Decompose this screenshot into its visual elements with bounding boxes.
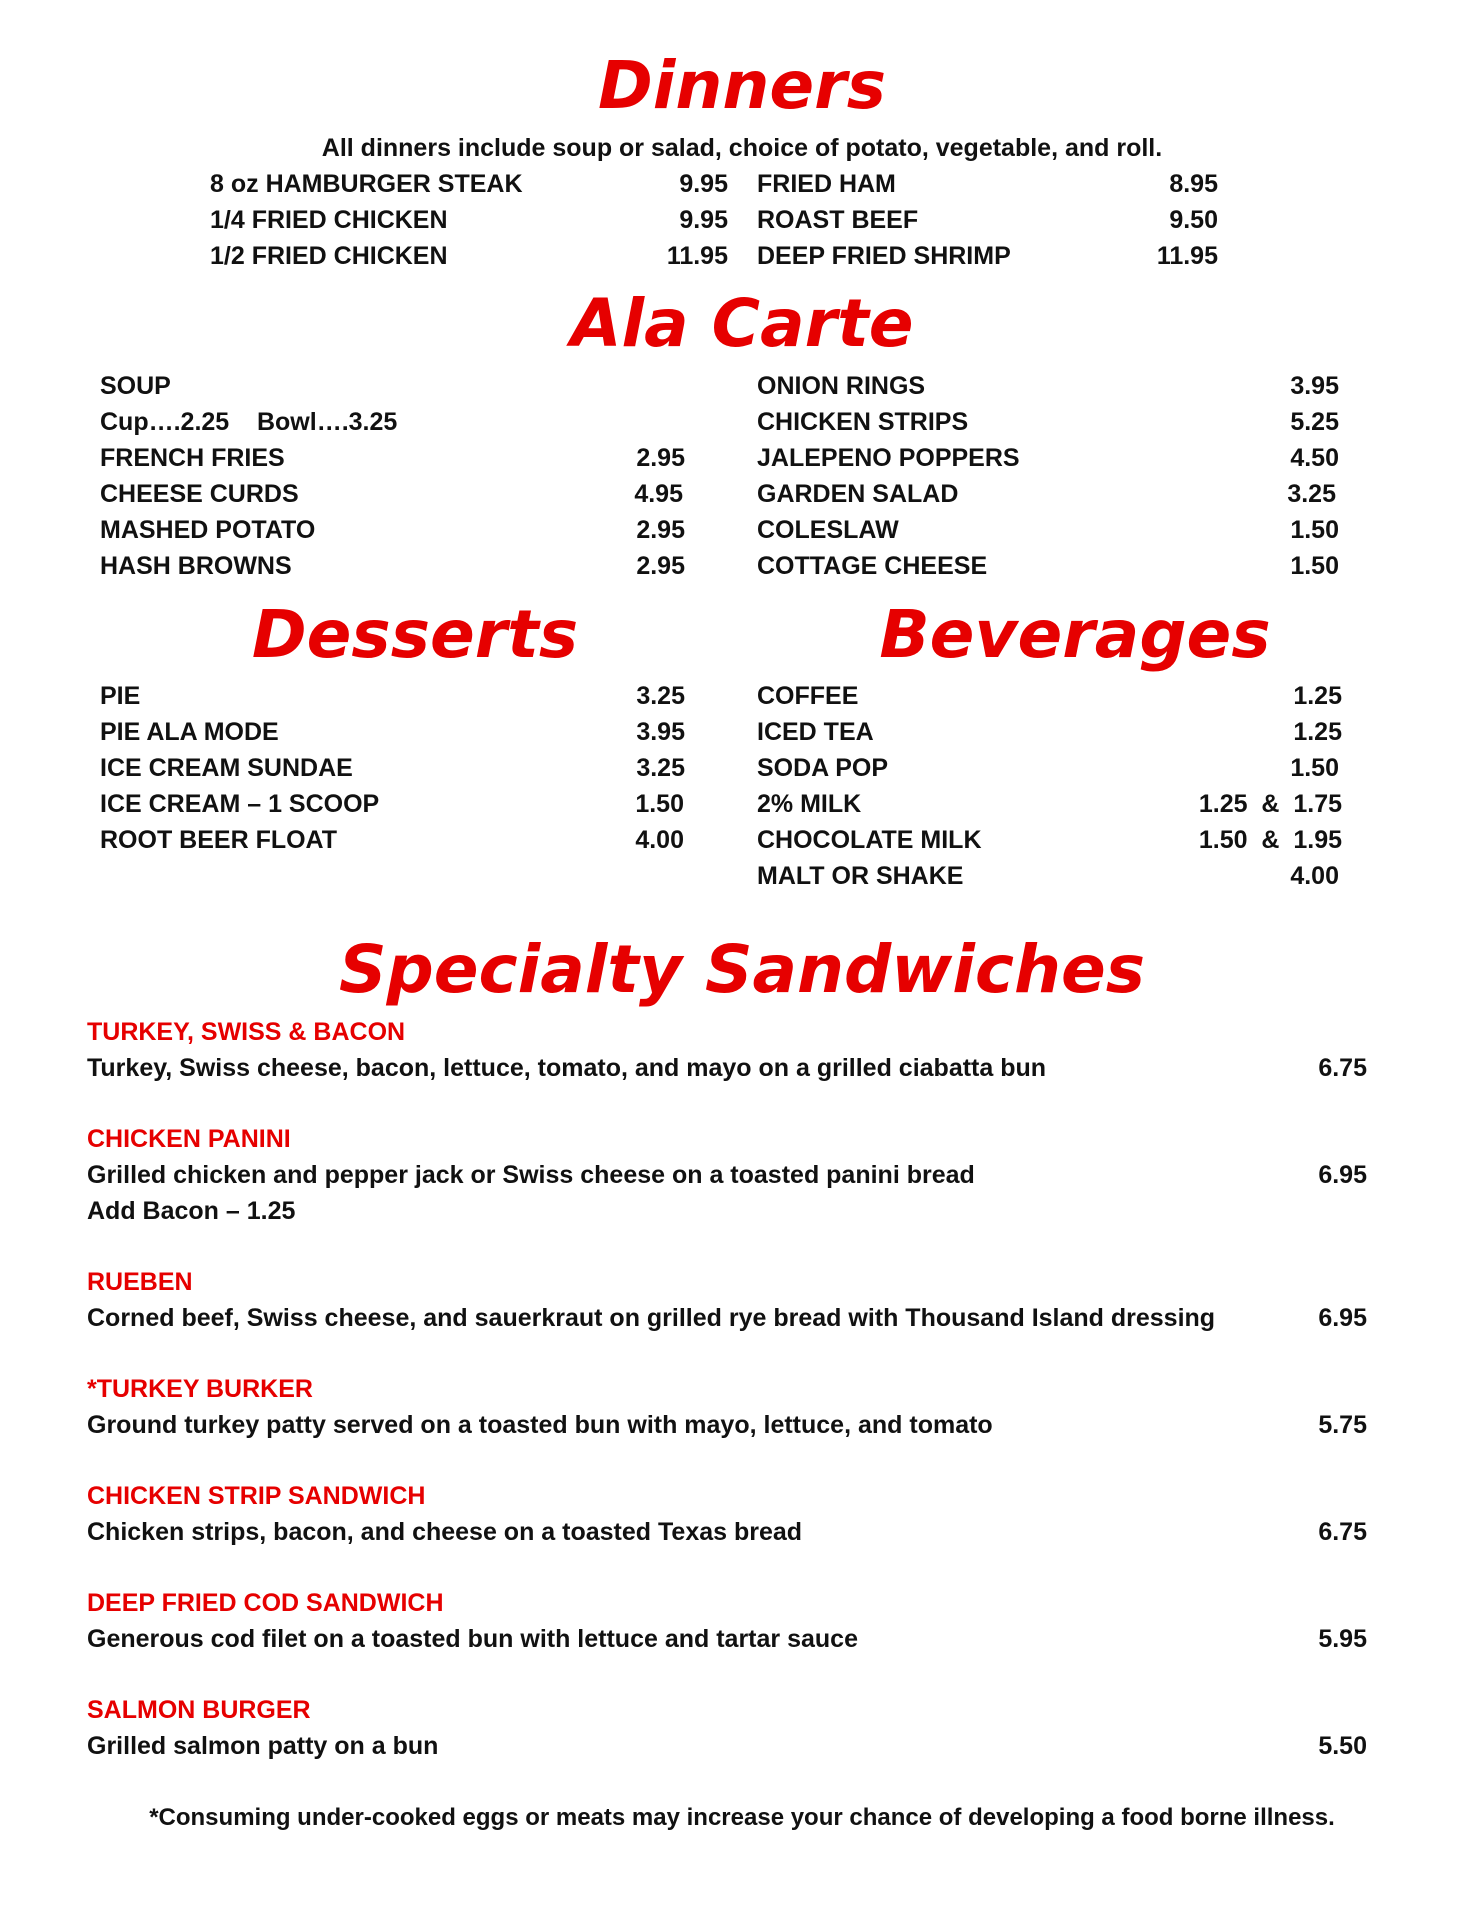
item-price: 8.95 bbox=[1169, 170, 1218, 198]
sandwich-desc-text: Ground turkey patty served on a toasted bun with mayo, lettuce, and tomato bbox=[87, 1411, 993, 1439]
sandwich-title: CHICKEN PANINI bbox=[87, 1125, 291, 1153]
item-name: CHEESE CURDS bbox=[100, 480, 299, 508]
sandwich-addon-note: Add Bacon – 1.25 bbox=[87, 1197, 296, 1225]
sandwich-description bbox=[87, 1514, 1367, 1550]
dinners-subtitle: All dinners include soup or salad, choice of potato, vegetable, and roll. bbox=[321, 134, 1163, 162]
item-name: 1/4 FRIED CHICKEN bbox=[210, 206, 448, 234]
item-price: 1.25 bbox=[1293, 718, 1342, 746]
sandwich-desc-text: Grilled salmon patty on a bun bbox=[87, 1732, 439, 1760]
item-name: HASH BROWNS bbox=[100, 552, 292, 580]
item-name: MASHED POTATO bbox=[100, 516, 316, 544]
item-price: 3.95 bbox=[636, 718, 685, 746]
item-name: Cup….2.25 Bowl….3.25 bbox=[100, 408, 398, 436]
sandwich-description bbox=[87, 1300, 1367, 1336]
sandwich-title: SALMON BURGER bbox=[87, 1696, 311, 1724]
beverages-heading: Beverages bbox=[879, 596, 1271, 673]
sandwich-title: RUEBEN bbox=[87, 1268, 193, 1296]
item-name: ICE CREAM – 1 SCOOP bbox=[100, 790, 380, 818]
sandwich-price: 6.95 bbox=[1318, 1161, 1367, 1189]
item-price: 1.50 bbox=[1290, 516, 1339, 544]
item-name: ONION RINGS bbox=[757, 372, 926, 400]
item-price: 11.95 bbox=[666, 242, 728, 270]
item-price: 4.50 bbox=[1290, 444, 1339, 472]
sandwich-desc-text: Corned beef, Swiss cheese, and sauerkraut on grilled rye bread with Thousand Island dressing bbox=[87, 1304, 1216, 1332]
item-name: FRIED HAM bbox=[757, 170, 896, 198]
item-price: 1.25 & 1.75 bbox=[1198, 790, 1342, 818]
item-name: PIE bbox=[100, 682, 141, 710]
item-price: 9.95 bbox=[679, 170, 728, 198]
sandwich-price: 5.75 bbox=[1318, 1411, 1367, 1439]
item-price: 1.50 bbox=[1290, 754, 1339, 782]
item-name: FRENCH FRIES bbox=[100, 444, 285, 472]
item-price: 1.50 bbox=[1290, 552, 1339, 580]
item-price: 3.25 bbox=[1287, 480, 1336, 508]
item-name: SOUP bbox=[100, 372, 171, 400]
item-price: 9.95 bbox=[679, 206, 728, 234]
item-name: CHICKEN STRIPS bbox=[757, 408, 969, 436]
sandwich-description bbox=[87, 1407, 1367, 1443]
sandwich-title: CHICKEN STRIP SANDWICH bbox=[87, 1482, 426, 1510]
sandwich-desc-text: Chicken strips, bacon, and cheese on a toasted Texas bread bbox=[87, 1518, 803, 1546]
ala-carte-heading: Ala Carte bbox=[570, 285, 914, 362]
item-name: CHOCOLATE MILK bbox=[757, 826, 982, 854]
item-name: ICED TEA bbox=[757, 718, 874, 746]
item-price: 2.95 bbox=[636, 516, 685, 544]
item-price: 2.95 bbox=[636, 444, 685, 472]
item-name: PIE ALA MODE bbox=[100, 718, 279, 746]
item-name: SODA POP bbox=[757, 754, 889, 782]
item-name: ICE CREAM SUNDAE bbox=[100, 754, 353, 782]
item-name: 1/2 FRIED CHICKEN bbox=[210, 242, 448, 270]
sandwich-price: 5.95 bbox=[1318, 1625, 1367, 1653]
item-name: GARDEN SALAD bbox=[757, 480, 959, 508]
sandwich-price: 6.75 bbox=[1318, 1518, 1367, 1546]
sandwiches-heading: Specialty Sandwiches bbox=[338, 931, 1146, 1008]
desserts-heading: Desserts bbox=[251, 596, 579, 673]
item-price: 3.95 bbox=[1290, 372, 1339, 400]
item-name: COLESLAW bbox=[757, 516, 899, 544]
sandwich-description bbox=[87, 1157, 1367, 1193]
item-name: MALT OR SHAKE bbox=[757, 862, 964, 890]
sandwich-price: 6.95 bbox=[1318, 1304, 1367, 1332]
item-name: COTTAGE CHEESE bbox=[757, 552, 988, 580]
item-name: JALEPENO POPPERS bbox=[757, 444, 1020, 472]
sandwich-title: DEEP FRIED COD SANDWICH bbox=[87, 1589, 444, 1617]
sandwich-price: 5.50 bbox=[1318, 1732, 1367, 1760]
sandwich-desc-text: Grilled chicken and pepper jack or Swiss cheese on a toasted panini bread bbox=[87, 1161, 975, 1189]
item-price: 2.95 bbox=[636, 552, 685, 580]
sandwich-description bbox=[87, 1728, 1367, 1764]
item-price: 4.00 bbox=[635, 826, 684, 854]
item-price: 1.50 & 1.95 bbox=[1198, 826, 1342, 854]
item-name: 2% MILK bbox=[757, 790, 862, 818]
item-price: 9.50 bbox=[1169, 206, 1218, 234]
sandwich-desc-text: Generous cod filet on a toasted bun with lettuce and tartar sauce bbox=[87, 1625, 858, 1653]
sandwich-description bbox=[87, 1050, 1367, 1086]
item-price: 3.25 bbox=[636, 754, 685, 782]
item-price: 3.25 bbox=[636, 682, 685, 710]
sandwich-price: 6.75 bbox=[1318, 1054, 1367, 1082]
item-name: ROOT BEER FLOAT bbox=[100, 826, 338, 854]
item-price: 1.50 bbox=[635, 790, 684, 818]
item-price: 4.95 bbox=[634, 480, 683, 508]
dinners-heading: Dinners bbox=[598, 47, 886, 124]
item-price: 4.00 bbox=[1290, 862, 1339, 890]
item-price: 5.25 bbox=[1290, 408, 1339, 436]
sandwich-desc-text: Turkey, Swiss cheese, bacon, lettuce, tomato, and mayo on a grilled ciabatta bun bbox=[87, 1054, 1047, 1082]
item-name: DEEP FRIED SHRIMP bbox=[757, 242, 1011, 270]
item-price: 1.25 bbox=[1293, 682, 1342, 710]
item-name: 8 oz HAMBURGER STEAK bbox=[210, 170, 523, 198]
item-name: COFFEE bbox=[757, 682, 859, 710]
sandwich-description bbox=[87, 1621, 1367, 1657]
sandwich-title: TURKEY, SWISS & BACON bbox=[87, 1018, 406, 1046]
health-disclaimer: *Consuming under-cooked eggs or meats may increase your chance of developing a food borne illness. bbox=[149, 1804, 1335, 1831]
item-name: ROAST BEEF bbox=[757, 206, 919, 234]
item-price: 11.95 bbox=[1156, 242, 1218, 270]
sandwich-title: *TURKEY BURKER bbox=[87, 1375, 313, 1403]
